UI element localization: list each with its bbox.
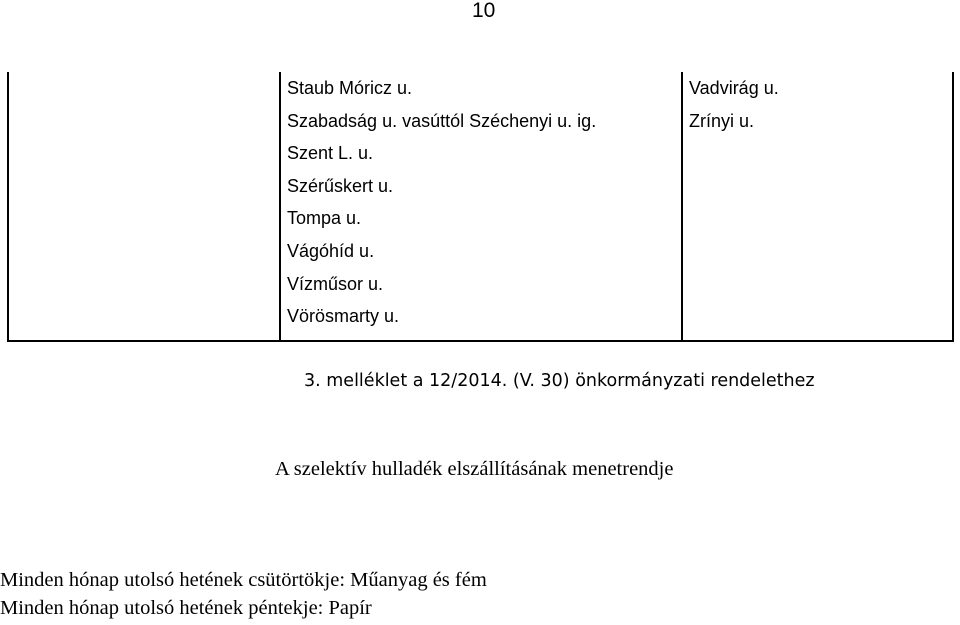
street-name: Vadvirág u. — [689, 78, 779, 98]
annex-title: 3. melléklet a 12/2014. (V. 30) önkormányzati rendelethez — [304, 371, 815, 391]
schedule-line: Minden hónap utolsó hetének péntekje: Papír — [0, 597, 372, 619]
street-table — [7, 72, 954, 342]
street-name: Vágóhíd u. — [287, 240, 375, 261]
street-list-right — [689, 72, 779, 137]
street-name: Szent L. u. — [287, 143, 374, 164]
street-name: Szérűskert u. — [287, 175, 394, 196]
street-name: Tompa u. — [287, 208, 362, 229]
street-name: Vörösmarty u. — [287, 306, 400, 327]
street-name: Vízműsor u. — [287, 273, 384, 294]
street-list-left — [287, 72, 596, 333]
page-number: 10 — [472, 0, 496, 22]
column-divider — [681, 72, 683, 340]
column-divider — [279, 72, 281, 340]
schedule-heading: A szelektív hulladék elszállításának menetrendje — [275, 458, 674, 480]
street-name: Szabadság u. vasúttól Széchenyi u. ig. — [287, 110, 597, 131]
street-name: Staub Móricz u. — [287, 78, 413, 98]
street-name: Zrínyi u. — [689, 110, 755, 131]
schedule-line: Minden hónap utolsó hetének csütörtökje: Műanyag és fém — [0, 569, 487, 591]
